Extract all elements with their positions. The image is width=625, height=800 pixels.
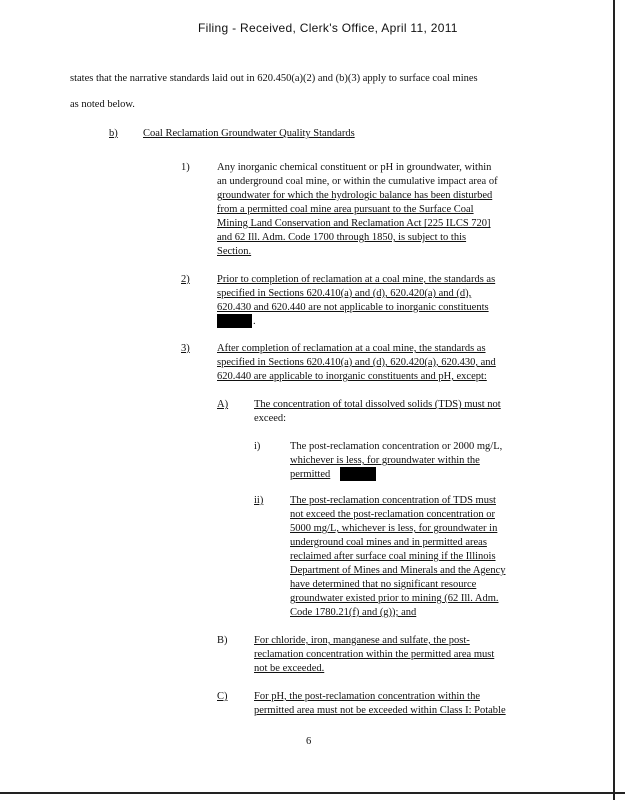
filing-stamp: Filing - Received, Clerk's Office, April 11, 2011 [198, 21, 458, 35]
item-1-line: Mining Land Conservation and Reclamation Act [225 ILCS 720] [217, 218, 491, 229]
item-2-tail: . [253, 316, 256, 327]
item-a-i-line: whichever is less, for groundwater within the [290, 455, 480, 466]
item-1-line: Any inorganic chemical constituent or pH in groundwater, within [217, 162, 492, 173]
item-a-ii-line: Department of Mines and Minerals and the Agency [290, 565, 506, 576]
item-b-line: For chloride, iron, manganese and sulfate, the post- [254, 635, 470, 646]
item-1-line: groundwater for which the hydrologic balance has been disturbed [217, 190, 493, 201]
item-a-ii-line: reclaimed after surface coal mining if the Illinois [290, 551, 496, 562]
page-number: 6 [306, 736, 312, 747]
item-2-line: specified in Sections 620.410(a) and (d), 620.420(a) and (d), [217, 288, 472, 299]
item-2-line: Prior to completion of reclamation at a coal mine, the standards as [217, 274, 496, 285]
intro-line-1: states that the narrative standards laid out in 620.450(a)(2) and (b)(3) apply to surface coal mines [70, 73, 478, 84]
item-a-ii-line: not exceed the post-reclamation concentration or [290, 509, 495, 520]
item-b-line: reclamation concentration within the permitted area must [254, 649, 495, 660]
item-c-letter: C) [217, 691, 228, 702]
item-2-number: 2) [181, 274, 190, 285]
item-a-letter: A) [217, 399, 229, 410]
item-a-line: exceed: [254, 413, 287, 424]
item-1-line: from a permitted coal mine area pursuant to the Surface Coal [217, 204, 474, 215]
item-a-ii-line: underground coal mines and in permitted areas [290, 537, 487, 548]
item-3-line: 620.440 are applicable to inorganic constituents and pH, except: [217, 371, 487, 382]
item-a-ii-line: Code 1780.21(f) and (g)); and [290, 607, 417, 618]
item-a-ii-line: have determined that no significant resource [290, 579, 477, 590]
item-3-line: After completion of reclamation at a coal mine, the standards as [217, 343, 486, 354]
scan-edge-right [613, 0, 615, 800]
redaction-block [217, 314, 252, 328]
item-1-line: Section. [217, 246, 252, 257]
item-a-i-numeral: i) [254, 441, 261, 452]
item-a-ii-line: The post-reclamation concentration of TDS must [290, 495, 496, 506]
item-3-line: specified in Sections 620.410(a) and (d), 620.420(a), 620.430, and [217, 357, 496, 368]
item-a-ii-numeral: ii) [254, 495, 264, 506]
item-a-line: The concentration of total dissolved solids (TDS) must not [254, 399, 501, 410]
item-a-i-line: permitted [290, 469, 331, 480]
item-2-line: 620.430 and 620.440 are not applicable to inorganic constituents [217, 302, 489, 313]
section-b-marker: b) [109, 128, 118, 139]
item-c-line: permitted area must not be exceeded within Class I: Potable [254, 705, 506, 716]
item-1-line: an underground coal mine, or within the cumulative impact area of [217, 176, 498, 187]
item-3-number: 3) [181, 343, 190, 354]
item-1-line: and 62 Ill. Adm. Code 1700 through 1850, is subject to this [217, 232, 467, 243]
item-1-number: 1) [181, 162, 190, 173]
section-b-title: Coal Reclamation Groundwater Quality Standards [143, 128, 355, 139]
item-a-ii-line: groundwater existed prior to mining (62 Ill. Adm. [290, 593, 499, 604]
item-b-line: not be exceeded. [254, 663, 325, 674]
item-c-line: For pH, the post-reclamation concentration within the [254, 691, 480, 702]
scan-edge-bottom [0, 792, 625, 794]
redaction-block [340, 467, 376, 481]
item-b-letter: B) [217, 635, 228, 646]
item-a-ii-line: 5000 mg/L, whichever is less, for groundwater in [290, 523, 498, 534]
intro-line-2: as noted below. [70, 99, 135, 110]
item-a-i-line: The post-reclamation concentration or 2000 mg/L, [290, 441, 503, 452]
